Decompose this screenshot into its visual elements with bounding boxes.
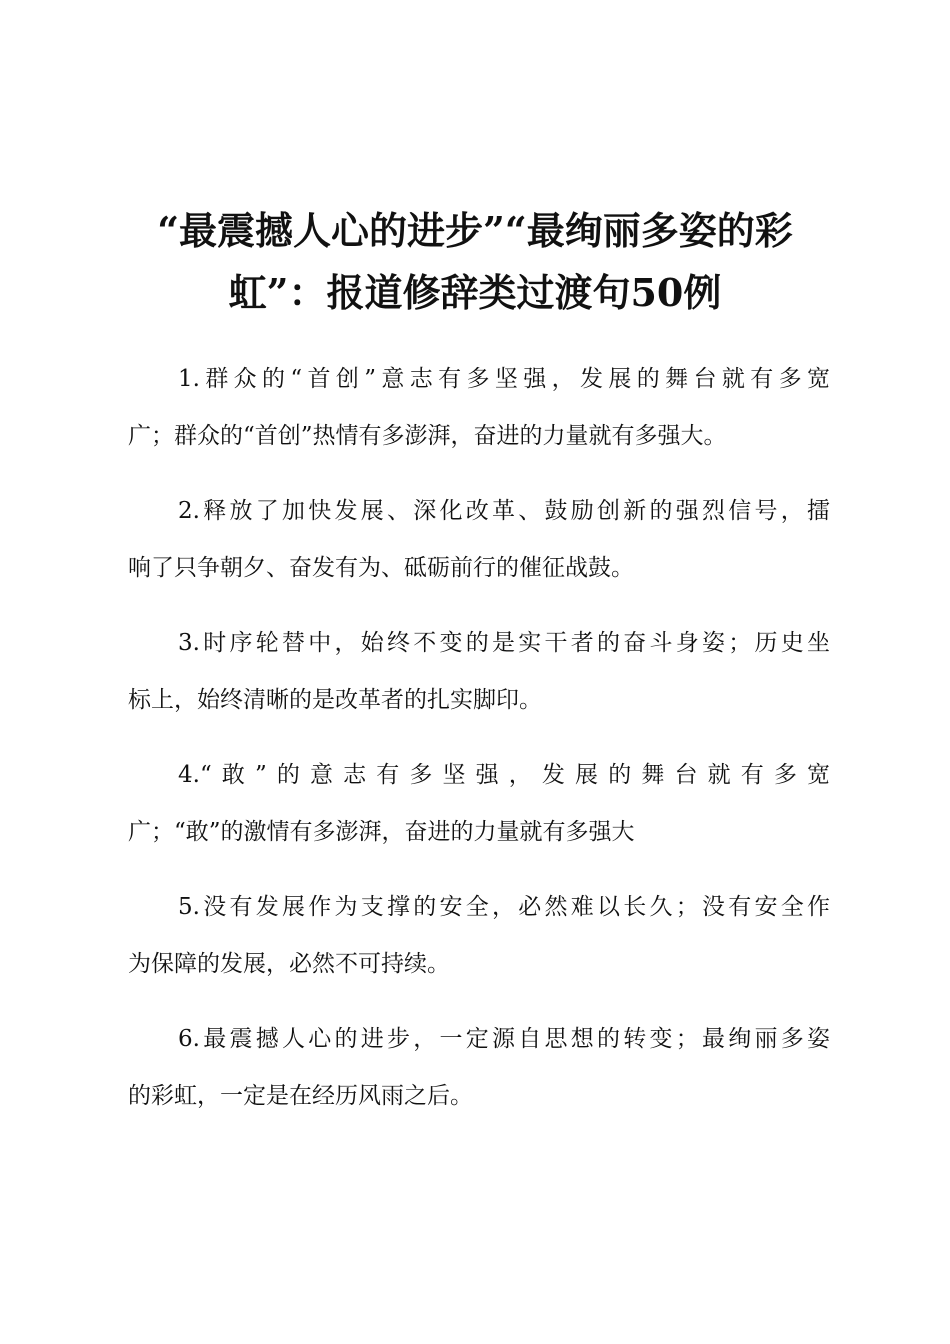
paragraph-line: 5.没有发展作为支撑的安全，必然难以长久；没有安全作 [178, 894, 830, 920]
paragraph-2 [128, 483, 830, 597]
paragraph-line: 为保障的发展，必然不可持续。 [128, 951, 450, 977]
paragraph-line: 广；群众的“首创”热情有多澎湃，奋进的力量就有多强大。 [128, 423, 727, 449]
paragraph-1 [128, 351, 830, 465]
document-title [120, 200, 830, 324]
document-body [128, 351, 830, 1143]
paragraph-4 [128, 747, 830, 861]
paragraph-line: 4.“敢”的意志有多坚强，发展的舞台就有多宽 [178, 762, 830, 788]
paragraph-3 [128, 615, 830, 729]
paragraph-line: 响了只争朝夕、奋发有为、砥砺前行的催征战鼓。 [128, 555, 634, 581]
paragraph-6 [128, 1011, 830, 1125]
title-line-1: “最震撼人心的进步”“最绚丽多姿的彩 [157, 208, 793, 253]
paragraph-line: 1.群众的“首创”意志有多坚强，发展的舞台就有多宽 [178, 366, 830, 392]
paragraph-5 [128, 879, 830, 993]
paragraph-line: 标上，始终清晰的是改革者的扎实脚印。 [128, 687, 542, 713]
paragraph-line: 广；“敢”的激情有多澎湃，奋进的力量就有多强大 [128, 819, 635, 845]
paragraph-line: 6.最震撼人心的进步，一定源自思想的转变；最绚丽多姿 [178, 1026, 830, 1052]
paragraph-line: 的彩虹，一定是在经历风雨之后。 [128, 1083, 473, 1109]
paragraph-line: 2.释放了加快发展、深化改革、鼓励创新的强烈信号，擂 [178, 498, 830, 524]
title-line-2: 虹”：报道修辞类过渡句50例 [228, 270, 722, 315]
paragraph-line: 3.时序轮替中，始终不变的是实干者的奋斗身姿；历史坐 [178, 630, 830, 656]
